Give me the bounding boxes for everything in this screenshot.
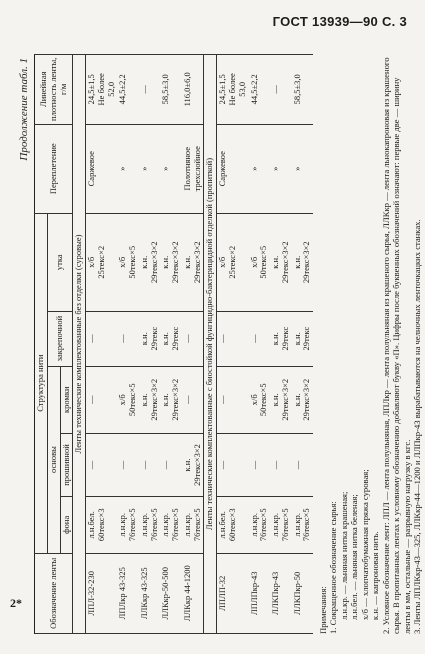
cell-zakr-line: — xyxy=(117,334,128,343)
cell-fon-line: 76текс×5 xyxy=(279,508,290,542)
col-header-zakr: закрепочной xyxy=(47,311,73,366)
cell-fon-line: л.н.кр. xyxy=(138,513,149,537)
cell-fon-line: л.н.бел. xyxy=(217,511,228,539)
cell-fon xyxy=(292,497,314,554)
cell-density-line: 116,0±6,0 xyxy=(181,72,192,107)
cell-zakr-line: — xyxy=(181,334,192,343)
cell-utok-line: 29текс×3×2 xyxy=(279,241,290,284)
col-header-krom: кромки xyxy=(60,366,73,433)
cell-density xyxy=(292,55,314,125)
cell-density-line: 52,0 xyxy=(105,81,116,97)
cell-name: ЛПЛПкр-43 xyxy=(249,553,271,633)
cell-utok-line: к.н. xyxy=(160,255,171,269)
cell-pro-line: 29текс×3×2 xyxy=(191,444,202,486)
note-1-item: х/б — хлопчатобумажная пряжа суровая; xyxy=(359,469,370,620)
cell-krom-line: к.н. xyxy=(138,393,149,407)
cell-utok xyxy=(86,213,118,311)
cell-weave: » xyxy=(292,124,314,213)
cell-zakr-line: к.н. xyxy=(270,332,281,346)
cell-zakr-line: — xyxy=(86,334,97,343)
note-1-item: л.н.кр. — льняная нитка крашеная; xyxy=(338,491,349,620)
cell-utok-line: к.н. xyxy=(270,255,281,269)
cell-density-line: 24,5±1,5 xyxy=(217,74,228,105)
cell-name: ЛЛКкр 44-1200 xyxy=(182,553,204,633)
cell-pro xyxy=(217,433,249,496)
cell-zakr xyxy=(249,311,271,366)
cell-fon xyxy=(182,497,204,554)
cell-krom xyxy=(160,366,182,433)
col-header-utok: утка xyxy=(47,213,73,311)
cell-name: ЛПЛкр 43-325 xyxy=(117,553,139,633)
note-2: 2. Условное обозначение лент: ЛПЛ — лента полульняная, ЛПЛкр — лента полульняная из крашеного сырья, ЛЛКкр — лента льнокапроновая из крашеного сырья. В пропитанных лентах к условному обозначению добавляют букву «П». Цифры после буквенных обозначений означают: первые две — ширину ленты в мм, остальные — разрывную нагрузку в кгс. xyxy=(380,57,412,634)
cell-krom-line: к.н. xyxy=(270,393,281,407)
cell-zakr xyxy=(160,311,182,366)
cell-weave: » xyxy=(117,124,139,213)
cell-fon-line: 76текс×5 xyxy=(301,508,312,542)
cell-fon-line: 76текс×5 xyxy=(148,508,159,542)
cell-utok-line: 29текс×3×2 xyxy=(301,241,312,284)
cell-name: ЛЛКПкр-43 xyxy=(270,553,292,633)
cell-pro-line: — xyxy=(138,460,149,470)
cell-density-line: 53,0 xyxy=(236,81,247,97)
cell-krom xyxy=(182,366,204,433)
cell-density xyxy=(117,55,139,125)
cell-fon-line: л.н.кр. xyxy=(270,513,281,537)
cell-fon xyxy=(270,497,292,554)
cell-name: ЛЛКкр-50-500 xyxy=(160,553,182,633)
cell-pro-line: к.н. xyxy=(181,458,192,472)
cell-zakr-line: 29текс xyxy=(170,326,181,351)
note-1-item: к.н. — капроновая нить. xyxy=(370,531,381,620)
note-3: 3. Ленты ЛПЛКкр-43—325, ЛЛКкр-44—1200 и ЛЛПкр-43 вырабатываются на челночных ленточкацких станках. xyxy=(412,219,423,634)
cell-density-line: Не более xyxy=(95,73,106,106)
table-row xyxy=(86,55,118,634)
cell-zakr-line: к.н. xyxy=(160,332,171,346)
cell-krom xyxy=(86,366,118,433)
table-row xyxy=(139,55,161,634)
cell-pro-line: — xyxy=(86,460,97,470)
cell-zakr-line: к.н. xyxy=(138,332,149,346)
cell-zakr xyxy=(117,311,139,366)
page-header: ГОСТ 13939—90 С. 3 xyxy=(272,14,407,29)
cell-name: ЛПЛП-32 xyxy=(217,553,249,633)
cell-utok-line: х/б xyxy=(117,256,128,268)
cell-zakr xyxy=(86,311,118,366)
cell-pro xyxy=(139,433,161,496)
cell-pro xyxy=(270,433,292,496)
cell-fon xyxy=(160,497,182,554)
table-row xyxy=(270,55,292,634)
cell-pro xyxy=(292,433,314,496)
table-row xyxy=(182,55,204,634)
cell-density-line: 24,5±1,5 xyxy=(86,74,97,105)
cell-pro-line: — xyxy=(291,460,302,470)
cell-utok-line: х/б xyxy=(217,256,228,268)
cell-zakr xyxy=(182,311,204,366)
cell-fon-line: 76текс×5 xyxy=(191,508,202,542)
cell-weave: » xyxy=(249,124,271,213)
cell-name: ЛПЛ-32-230 xyxy=(86,553,118,633)
cell-krom-line: — xyxy=(181,395,192,404)
cell-utok-line: 29текс×3×2 xyxy=(191,241,202,284)
cell-fon xyxy=(139,497,161,554)
cell-zakr-line: — xyxy=(248,334,259,343)
table-row xyxy=(249,55,271,634)
cell-zakr xyxy=(217,311,249,366)
cell-density-line: 58,5±3,0 xyxy=(291,74,302,105)
cell-krom-line: к.н. xyxy=(160,393,171,407)
spec-table xyxy=(34,54,313,634)
cell-density xyxy=(270,55,292,125)
cell-utok-line: 29текс×3×2 xyxy=(148,241,159,284)
cell-fon xyxy=(117,497,139,554)
table-row xyxy=(117,55,139,634)
cell-density xyxy=(249,55,271,125)
cell-density-line: 58,5±3,0 xyxy=(160,74,171,105)
cell-krom xyxy=(139,366,161,433)
cell-krom-line: х/б xyxy=(248,394,259,406)
cell-krom xyxy=(292,366,314,433)
cell-krom xyxy=(249,366,271,433)
cell-utok-line: х/б xyxy=(248,256,259,268)
cell-krom xyxy=(117,366,139,433)
table-row xyxy=(292,55,314,634)
cell-fon-line: л.н.кр. xyxy=(181,513,192,537)
cell-krom xyxy=(217,366,249,433)
cell-pro-line: — xyxy=(270,460,281,470)
cell-utok xyxy=(292,213,314,311)
cell-zakr xyxy=(139,311,161,366)
cell-pro-line: — xyxy=(217,460,228,470)
note-1: 1. Сокращенное обозначение сырья: xyxy=(328,501,339,634)
cell-utok xyxy=(249,213,271,311)
cell-density xyxy=(86,55,118,125)
cell-fon-line: л.н.кр. xyxy=(117,513,128,537)
rotated-page-content xyxy=(18,54,423,634)
cell-weave: Саржевое xyxy=(217,124,249,213)
col-header-fon: фона xyxy=(60,497,73,554)
table-row xyxy=(217,55,249,634)
cell-zakr-line: 29текс xyxy=(301,326,312,351)
cell-utok xyxy=(117,213,139,311)
cell-zakr-line: — xyxy=(217,334,228,343)
cell-fon-line: л.н.кр. xyxy=(248,513,259,537)
cell-krom-line: — xyxy=(86,395,97,404)
cell-utok-line: к.н. xyxy=(138,255,149,269)
cell-utok xyxy=(217,213,249,311)
cell-utok-line: х/б xyxy=(86,256,97,268)
cell-pro xyxy=(160,433,182,496)
cell-pro-line: — xyxy=(248,460,259,470)
section-title-impregnated: Ленты технические комплектованные с биостойкой фунгицидно-бактерицидной отделкой (пропиткой) xyxy=(204,55,217,634)
cell-name: ЛЛКкр 43-325 xyxy=(139,553,161,633)
cell-zakr xyxy=(270,311,292,366)
cell-utok xyxy=(270,213,292,311)
cell-krom xyxy=(270,366,292,433)
cell-pro xyxy=(249,433,271,496)
cell-fon-line: л.н.кр. xyxy=(160,513,171,537)
col-header-density: Линейная плотность ленты, г/м xyxy=(35,55,73,125)
cell-fon xyxy=(249,497,271,554)
cell-weave: » xyxy=(160,124,182,213)
cell-fon xyxy=(86,497,118,554)
cell-name: ЛЛКПкр-50 xyxy=(292,553,314,633)
cell-utok-line: 25текс×2 xyxy=(95,245,106,279)
cell-density-line: 44,5±2,2 xyxy=(117,74,128,105)
section-title-raw: Ленты технические комплектованные без отделки (суровые) xyxy=(73,55,86,634)
col-header-weave: Переплетение xyxy=(35,124,73,213)
col-header-structure: Структура нити xyxy=(35,213,48,553)
cell-weave: Полотняное трехслойное xyxy=(182,124,204,213)
table-row xyxy=(160,55,182,634)
note-1-item: л.н.бел. — льняная нитка беленая; xyxy=(349,494,360,620)
col-header-pro: прошивной xyxy=(60,433,73,496)
cell-zakr-line: 29текс xyxy=(279,326,290,351)
cell-krom-line: — xyxy=(217,395,228,404)
cell-fon-line: 76текс×5 xyxy=(170,508,181,542)
cell-fon-line: 60текс×3 xyxy=(227,508,238,542)
cell-zakr-line: к.н. xyxy=(291,332,302,346)
cell-density-line: Не более xyxy=(227,73,238,106)
cell-density xyxy=(160,55,182,125)
cell-utok xyxy=(139,213,161,311)
cell-krom-line: 29текс×3×2 xyxy=(279,378,290,421)
cell-utok-line: 50текс×5 xyxy=(127,245,138,279)
cell-pro-line: — xyxy=(117,460,128,470)
cell-density-line: — xyxy=(270,85,281,94)
cell-fon-line: 60текс×3 xyxy=(95,508,106,542)
cell-fon-line: 76текс×5 xyxy=(127,508,138,542)
cell-density-line: — xyxy=(138,85,149,94)
cell-krom-line: к.н. xyxy=(291,393,302,407)
cell-utok-line: к.н. xyxy=(291,255,302,269)
cell-weave: » xyxy=(139,124,161,213)
cell-weave: Саржевое xyxy=(86,124,118,213)
cell-krom-line: 29текс×3×2 xyxy=(301,378,312,421)
cell-fon-line: л.н.кр. xyxy=(291,513,302,537)
cell-density-line: 44,5±2,2 xyxy=(248,74,259,105)
cell-utok xyxy=(182,213,204,311)
cell-density xyxy=(217,55,249,125)
cell-krom-line: 29текс×3×2 xyxy=(148,378,159,421)
cell-krom-line: 50текс×5 xyxy=(127,383,138,417)
cell-utok-line: 29текс×3×2 xyxy=(170,241,181,284)
cell-fon xyxy=(217,497,249,554)
cell-pro xyxy=(86,433,118,496)
cell-density xyxy=(182,55,204,125)
col-header-osnova: основы xyxy=(47,366,60,553)
cell-weave: » xyxy=(270,124,292,213)
cell-utok-line: 50текс×5 xyxy=(258,245,269,279)
notes-title: Примечания: xyxy=(318,586,328,634)
table-continuation-title: Продолжение табл. 1 xyxy=(18,58,30,161)
cell-fon-line: л.н.бел. xyxy=(86,511,97,539)
cell-fon-line: 76текс×5 xyxy=(258,508,269,542)
cell-krom-line: 50текс×5 xyxy=(258,383,269,417)
page-signature-mark: 2* xyxy=(10,596,22,610)
cell-zakr-line: 29текс xyxy=(148,326,159,351)
col-header-name: Обозначение ленты xyxy=(35,553,73,633)
cell-krom-line: 29текс×3×2 xyxy=(170,378,181,421)
cell-pro xyxy=(182,433,204,496)
cell-density xyxy=(139,55,161,125)
cell-pro xyxy=(117,433,139,496)
notes-block xyxy=(318,54,423,634)
cell-zakr xyxy=(292,311,314,366)
cell-utok xyxy=(160,213,182,311)
cell-utok-line: 25текс×2 xyxy=(227,245,238,279)
cell-krom-line: х/б xyxy=(117,394,128,406)
cell-pro-line: — xyxy=(160,460,171,470)
cell-utok-line: к.н. xyxy=(181,255,192,269)
